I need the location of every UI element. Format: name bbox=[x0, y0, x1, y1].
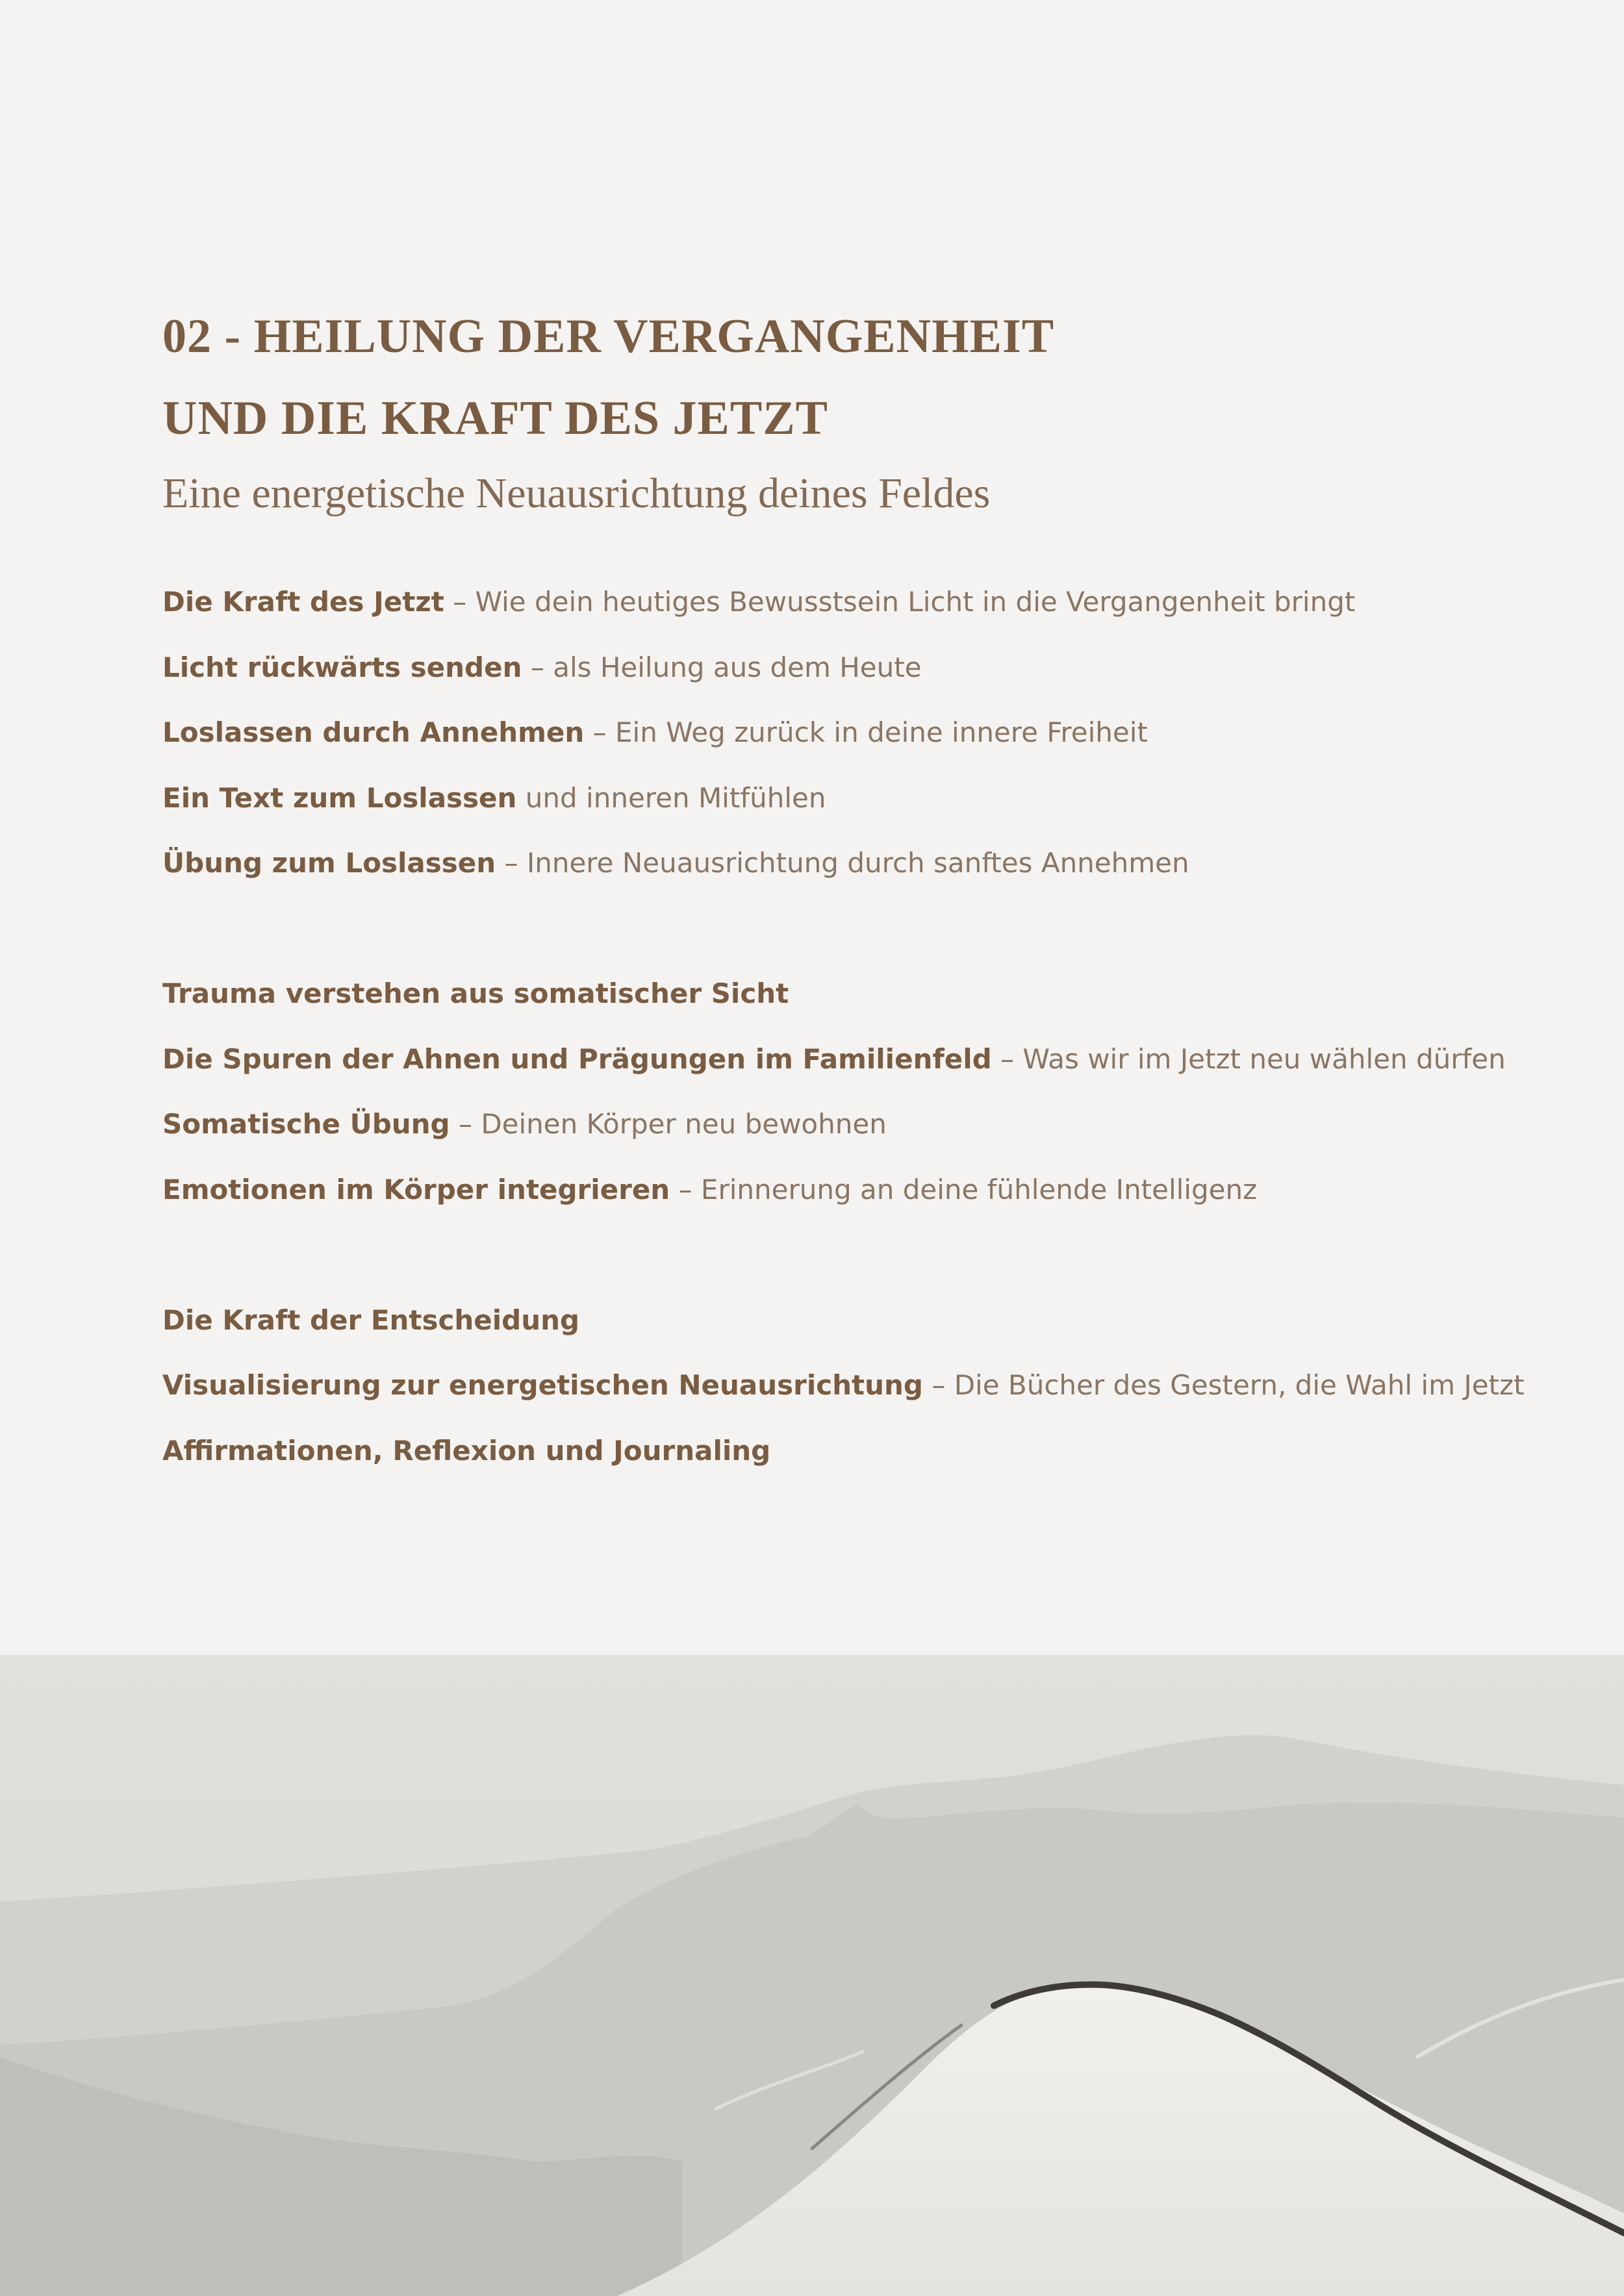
list-item bbox=[162, 831, 1527, 896]
list-item-title: Die Kraft der Entscheidung bbox=[162, 1304, 580, 1336]
list-item-title: Übung zum Loslassen bbox=[162, 847, 496, 879]
list-item-description: – Ein Weg zurück in deine innere Freiheit bbox=[584, 716, 1148, 748]
list-item bbox=[162, 1157, 1527, 1223]
list-item bbox=[162, 635, 1527, 701]
section-spacer bbox=[162, 896, 1527, 962]
list-item-title: Affirmationen, Reflexion und Journaling bbox=[162, 1434, 771, 1467]
list-item-description: – Was wir im Jetzt neu wählen dürfen bbox=[991, 1042, 1506, 1075]
list-item-title: Licht rückwärts senden bbox=[162, 651, 522, 683]
list-item bbox=[162, 766, 1527, 831]
mountain-landscape-icon bbox=[0, 1655, 1624, 2296]
list-item-title: Somatische Übung bbox=[162, 1108, 450, 1140]
list-item-title: Ein Text zum Loslassen bbox=[162, 781, 517, 814]
landscape-illustration bbox=[0, 1655, 1624, 2296]
list-item-description: – Deinen Körper neu bewohnen bbox=[450, 1108, 887, 1140]
list-item-description: und inneren Mitfühlen bbox=[516, 781, 826, 814]
list-item bbox=[162, 1288, 1527, 1354]
list-item bbox=[162, 1092, 1527, 1157]
list-item-description: – Die Bücher des Gestern, die Wahl im Jetzt bbox=[923, 1369, 1525, 1401]
section-spacer bbox=[162, 1222, 1527, 1288]
list-item-description: – Wie dein heutiges Bewusstsein Licht in die Vergangenheit bringt bbox=[444, 586, 1356, 618]
list-item bbox=[162, 1027, 1527, 1092]
list-item-description: – als Heilung aus dem Heute bbox=[522, 651, 922, 683]
content-list bbox=[162, 570, 1527, 1483]
title-line-1: 02 - HEILUNG DER VERGANGENHEIT bbox=[162, 310, 1055, 363]
list-item-title: Die Spuren der Ahnen und Prägungen im Familienfeld bbox=[162, 1042, 992, 1075]
content-block bbox=[162, 296, 1527, 1483]
list-item bbox=[162, 961, 1527, 1027]
title-line-2: UND DIE KRAFT DES JETZT bbox=[162, 392, 828, 445]
list-item-title: Trauma verstehen aus somatischer Sicht bbox=[162, 978, 789, 1009]
list-item-description: – Innere Neuausrichtung durch sanftes Annehmen bbox=[496, 847, 1189, 879]
page-title bbox=[162, 296, 1527, 459]
list-item-title: Visualisierung zur energetischen Neuausrichtung bbox=[162, 1369, 923, 1401]
list-item bbox=[162, 570, 1527, 635]
page-subtitle: Eine energetische Neuausrichtung deines Feldes bbox=[162, 470, 991, 517]
list-item-description: – Erinnerung an deine fühlende Intelligenz bbox=[670, 1173, 1258, 1205]
list-item-title: Loslassen durch Annehmen bbox=[162, 716, 585, 748]
list-item bbox=[162, 700, 1527, 766]
list-item-title: Emotionen im Körper integrieren bbox=[162, 1173, 670, 1205]
list-item bbox=[162, 1419, 1527, 1484]
list-item bbox=[162, 1353, 1527, 1419]
list-item-title: Die Kraft des Jetzt bbox=[162, 586, 444, 618]
